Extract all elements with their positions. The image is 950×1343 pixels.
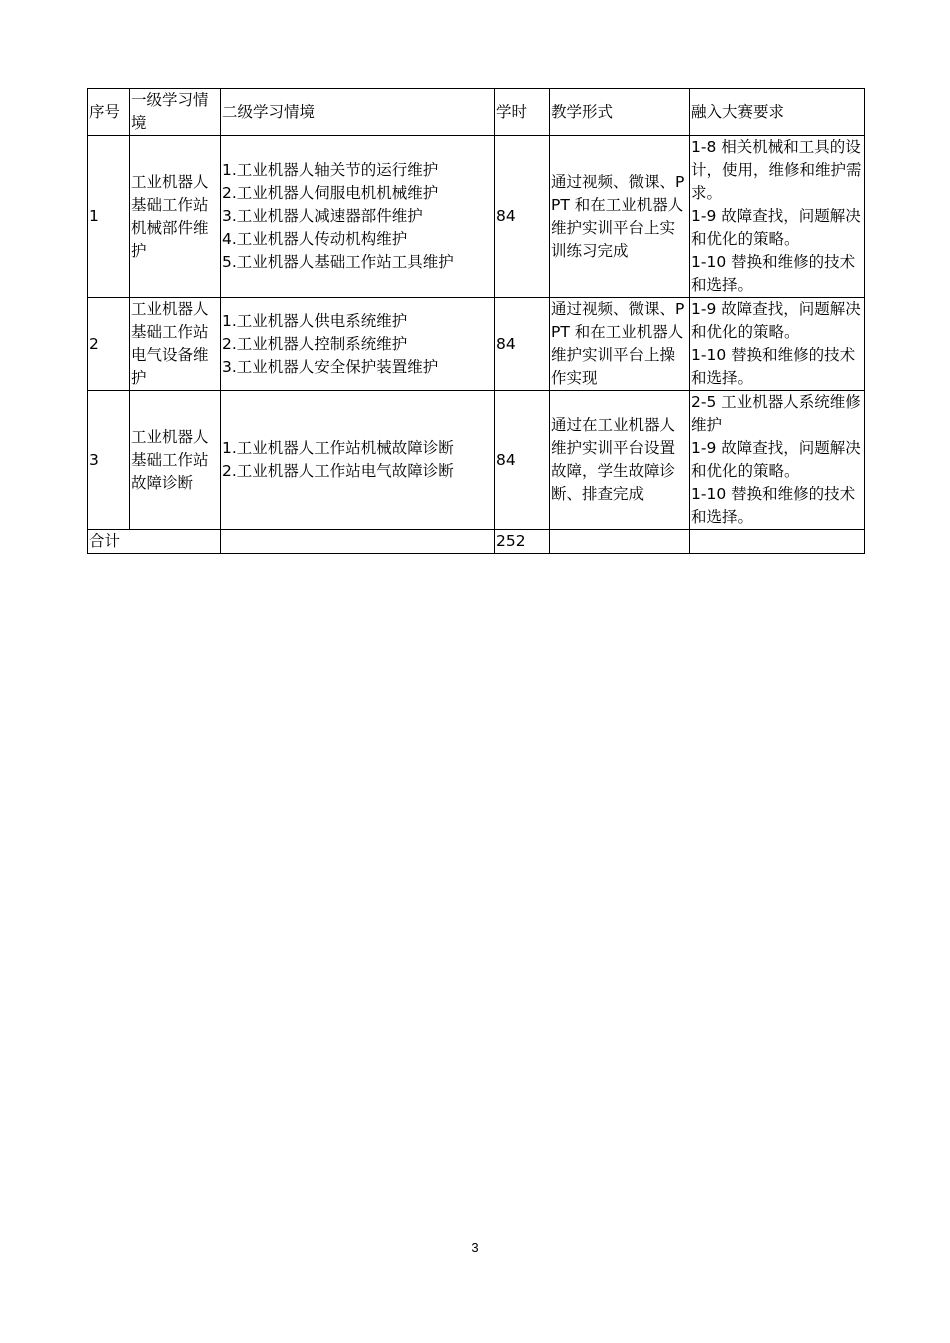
- level2-item: 5.工业机器人基础工作站工具维护: [222, 253, 454, 271]
- header-level1: 一级学习情境: [130, 89, 221, 136]
- header-row: [88, 89, 865, 136]
- row-level2: [221, 391, 495, 530]
- total-empty: [221, 530, 495, 554]
- requirement-item: 1-10 替换和维修的技术和选择。: [691, 253, 856, 294]
- course-table: [87, 88, 865, 554]
- level2-item: 2.工业机器人控制系统维护: [222, 334, 408, 353]
- total-label: 合计: [88, 530, 221, 554]
- level2-item: 1.工业机器人轴关节的运行维护: [222, 161, 439, 179]
- row-level1: 工业机器人基础工作站机械部件维护: [130, 136, 221, 298]
- row-form: 通过在工业机器人维护实训平台设置故障，学生故障诊断、排查完成: [550, 391, 690, 530]
- row-form: 通过视频、微课、PPT 和在工业机器人维护实训平台上实训练习完成: [550, 136, 690, 298]
- level2-item: 2.工业机器人伺服电机机械维护: [222, 184, 439, 202]
- header-hours: 学时: [495, 89, 550, 136]
- level2-item: 3.工业机器人安全保护装置维护: [222, 357, 439, 376]
- total-empty: [550, 530, 690, 554]
- row-level1: 工业机器人基础工作站故障诊断: [130, 391, 221, 530]
- requirement-item: 2-5 工业机器人系统维修维护: [691, 393, 861, 434]
- requirement-item: 1-9 故障查找，问题解决和优化的策略。: [691, 439, 861, 480]
- requirement-item: 1-10 替换和维修的技术和选择。: [691, 485, 856, 526]
- row-form: 通过视频、微课、PPT 和在工业机器人维护实训平台上操作实现: [550, 298, 690, 391]
- table-row: [88, 298, 865, 391]
- requirement-item: 1-10 替换和维修的技术和选择。: [691, 346, 856, 387]
- level2-item: 1.工业机器人供电系统维护: [222, 311, 408, 330]
- level2-item: 3.工业机器人减速器部件维护: [222, 207, 423, 225]
- row-level2: [221, 298, 495, 391]
- requirement-item: 1-9 故障查找，问题解决和优化的策略。: [691, 207, 861, 248]
- requirement-item: 1-8 相关机械和工具的设计，使用，维修和维护需求。: [691, 138, 862, 202]
- row-no: 3: [88, 391, 130, 530]
- row-level1: 工业机器人基础工作站电气设备维护: [130, 298, 221, 391]
- row-hours: 84: [495, 298, 550, 391]
- row-no: 1: [88, 136, 130, 298]
- level2-item: 4.工业机器人传动机构维护: [222, 230, 408, 248]
- requirement-item: 1-9 故障查找，问题解决和优化的策略。: [691, 300, 861, 341]
- level2-item: 1.工业机器人工作站机械故障诊断: [222, 439, 454, 457]
- header-no: 序号: [88, 89, 130, 136]
- header-level2: 二级学习情境: [221, 89, 495, 136]
- row-requirements: [690, 391, 865, 530]
- row-requirements: [690, 136, 865, 298]
- header-form: 教学形式: [550, 89, 690, 136]
- row-hours: 84: [495, 391, 550, 530]
- total-empty: [690, 530, 865, 554]
- total-hours: 252: [495, 530, 550, 554]
- table-row: [88, 136, 865, 298]
- row-level2: [221, 136, 495, 298]
- row-hours: 84: [495, 136, 550, 298]
- total-row: [88, 530, 865, 554]
- table-row: [88, 391, 865, 530]
- page-number: 3: [471, 1240, 479, 1255]
- level2-item: 2.工业机器人工作站电气故障诊断: [222, 462, 454, 480]
- header-requirements: 融入大赛要求: [690, 89, 865, 136]
- row-requirements: [690, 298, 865, 391]
- row-no: 2: [88, 298, 130, 391]
